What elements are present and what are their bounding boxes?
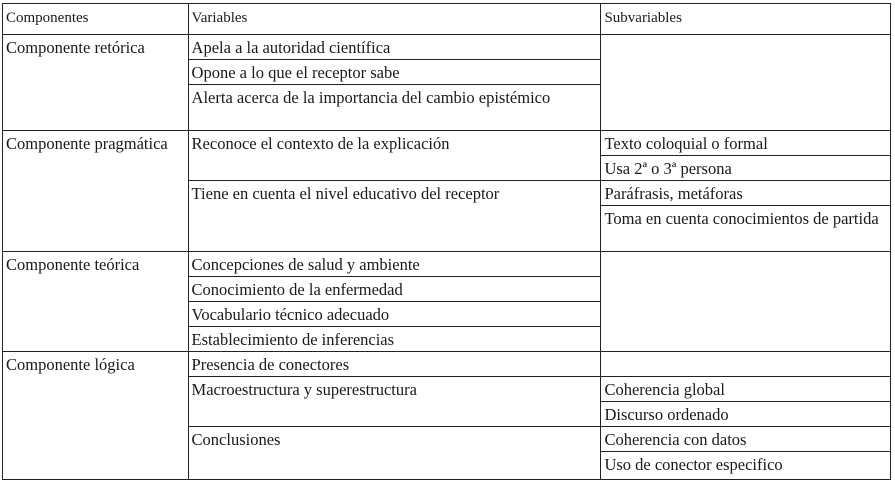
subvariable-cell: Uso de conector especifico (601, 452, 891, 480)
table-row (3, 252, 891, 277)
subvariable-cell: Paráfrasis, metáforas (601, 181, 891, 206)
variable-cell: Conclusiones (188, 427, 601, 480)
component-cell: Componente pragmática (3, 131, 189, 252)
header-subvariables: Subvariables (601, 4, 891, 35)
variable-cell: Conocimiento de la enfermedad (188, 277, 601, 302)
variable-cell: Macroestructura y superestructura (188, 377, 601, 427)
subvariable-cell: Usa 2ª o 3ª persona (601, 156, 891, 181)
variable-cell: Opone a lo que el receptor sabe (188, 60, 601, 85)
component-cell: Componente retórica (3, 35, 189, 131)
header-componentes: Componentes (3, 4, 189, 35)
variable-cell: Alerta acerca de la importancia del cambio epistémico (188, 85, 601, 131)
subvariable-cell: Coherencia con datos (601, 427, 891, 452)
variable-cell: Concepciones de salud y ambiente (188, 252, 601, 277)
components-table (2, 3, 891, 480)
table-row (3, 35, 891, 60)
subvariable-cell: Texto coloquial o formal (601, 131, 891, 156)
variable-cell: Establecimiento de inferencias (188, 327, 601, 352)
subvariable-cell-empty (601, 35, 891, 131)
variable-cell: Apela a la autoridad científica (188, 35, 601, 60)
subvariable-cell-empty (601, 352, 891, 377)
component-cell: Componente teórica (3, 252, 189, 352)
component-cell: Componente lógica (3, 352, 189, 480)
table-row (3, 352, 891, 377)
subvariable-cell: Discurso ordenado (601, 402, 891, 427)
subvariable-cell-empty (601, 252, 891, 352)
table-header-row (3, 4, 891, 35)
subvariable-cell: Toma en cuenta conocimientos de partida (601, 206, 891, 252)
header-variables: Variables (188, 4, 601, 35)
table-row (3, 131, 891, 156)
variable-cell: Vocabulario técnico adecuado (188, 302, 601, 327)
variable-cell: Presencia de conectores (188, 352, 601, 377)
variable-cell: Reconoce el contexto de la explicación (188, 131, 601, 181)
variable-cell: Tiene en cuenta el nivel educativo del receptor (188, 181, 601, 252)
subvariable-cell: Coherencia global (601, 377, 891, 402)
